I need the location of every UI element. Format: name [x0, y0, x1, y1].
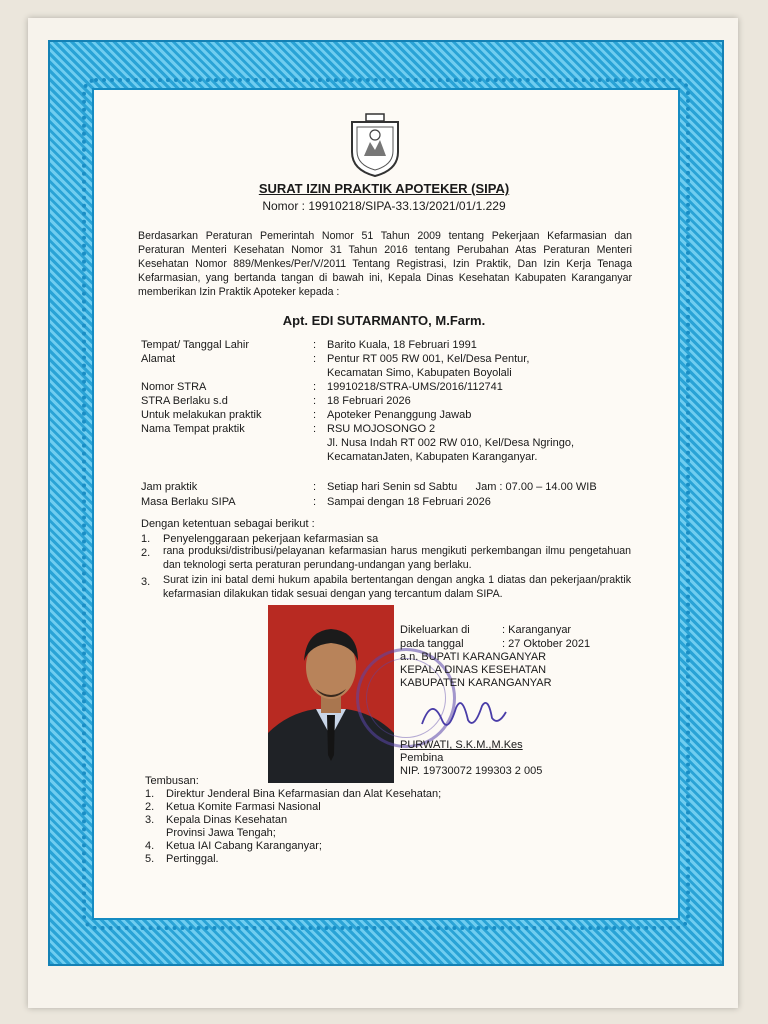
field-colon: : — [313, 353, 317, 365]
field-value-address: Pentur RT 005 RW 001, Kel/Desa Pentur, — [327, 353, 530, 365]
field-label-stra-valid: STRA Berlaku s.d — [141, 395, 228, 407]
field-value-practice-place: RSU MOJOSONGO 2 — [327, 423, 436, 435]
cc-item: Ketua IAI Cabang Karanganyar; — [166, 840, 322, 852]
document-title: SURAT IZIN PRAKTIK APOTEKER (SIPA) — [258, 181, 510, 196]
condition-number: 2. — [141, 547, 151, 559]
field-value-stra-number: 19910218/STRA-UMS/2016/112741 — [327, 381, 503, 393]
condition-text: rana produksi/distribusi/pelayanan kefarmasian harus mengikuti perkembangan ilmu pengetahuan dan teknologi serta peraturan perundang-undangan yang berlaku. — [163, 545, 631, 571]
signer-rank: Pembina — [400, 752, 444, 764]
field-label-stra-number: Nomor STRA — [141, 381, 207, 393]
signer-nip: NIP. 19730072 199303 2 005 — [400, 765, 543, 777]
field-label-address: Alamat — [141, 353, 176, 365]
intro-paragraph: Berdasarkan Peraturan Pemerintah Nomor 51 Tahun 2009 tentang Pekerjaan Kefarmasian dan Peraturan Menteri Kesehatan Nomor 31 Tahun 2016 tentang Perubahan Atas Peraturan Menteri Kesehatan Nomor 889/Menkes/Per/V/2011 Tentang Registrasi, Izin Praktik, Dan Izin Kerja Tenaga Kefarmasian, yang bertanda tangan di bawah ini, Kepala Dinas Kesehatan Kabupaten Karanganyar memberikan Izin Praktik Apoteker kepada : — [138, 230, 632, 298]
cc-heading: Tembusan: — [145, 775, 199, 787]
field-colon: : — [313, 339, 317, 351]
signatory-line-1: a.n. BUPATI KARANGANYAR — [400, 651, 547, 663]
field-colon: : — [313, 481, 317, 493]
cc-item: Pertinggal. — [166, 853, 219, 865]
field-colon: : — [313, 381, 317, 393]
cc-number: 5. — [145, 853, 155, 865]
regency-crest-icon — [346, 112, 404, 178]
cc-number: 2. — [145, 801, 155, 813]
field-value-practice-place-line3: KecamatanJaten, Kabupaten Karanganyar. — [327, 451, 538, 463]
issued-at-value: : Karanganyar — [502, 624, 572, 636]
field-value-validity: Sampai dengan 18 Februari 2026 — [327, 496, 491, 508]
field-label-birth: Tempat/ Tanggal Lahir — [141, 339, 250, 351]
condition-text: Penyelenggaraan pekerjaan kefarmasian sa — [163, 533, 379, 545]
signatory-line-3: KABUPATEN KARANGANYAR — [400, 677, 552, 689]
cc-number: 3. — [145, 814, 155, 826]
issued-at-label: Dikeluarkan di — [400, 624, 470, 636]
signatory-line-2: KEPALA DINAS KESEHATAN — [400, 664, 547, 676]
field-colon: : — [313, 496, 317, 508]
cc-item: Ketua Komite Farmasi Nasional — [166, 801, 321, 813]
cc-item-line2: Provinsi Jawa Tengah; — [166, 827, 276, 839]
holder-name: Apt. EDI SUTARMANTO, M.Farm. — [282, 313, 486, 328]
cc-number: 4. — [145, 840, 155, 852]
field-label-validity: Masa Berlaku SIPA — [141, 496, 236, 508]
field-label-practice-place: Nama Tempat praktik — [141, 423, 245, 435]
cc-number: 1. — [145, 788, 155, 800]
cc-item: Direktur Jenderal Bina Kefarmasian dan Alat Kesehatan; — [166, 788, 442, 800]
field-label-hours: Jam praktik — [141, 481, 198, 493]
condition-number: 3. — [141, 576, 151, 588]
handwritten-signature — [418, 690, 508, 736]
condition-text: Surat izin ini batal demi hukum apabila bertentangan dengan angka 1 diatas dan pekerjaan/praktik kefarmasian dilakukan tidak sesuai dengan yang tercantum dalam SIPA. — [163, 574, 631, 600]
signer-name: PURWATI, S.K.M.,M.Kes — [400, 739, 523, 751]
issue-date-value: : 27 Oktober 2021 — [502, 638, 591, 650]
field-value-practice-role: Apoteker Penanggung Jawab — [327, 409, 472, 421]
field-colon: : — [313, 409, 317, 421]
field-colon: : — [313, 395, 317, 407]
issue-date-label: pada tanggal — [400, 638, 464, 650]
condition-number: 1. — [141, 533, 151, 545]
document-number: Nomor : 19910218/SIPA-33.13/2021/01/1.229 — [262, 199, 506, 213]
field-label-practice-role: Untuk melakukan praktik — [141, 409, 262, 421]
field-value-stra-valid: 18 Februari 2026 — [327, 395, 411, 407]
field-value-address-line2: Kecamatan Simo, Kabupaten Boyolali — [327, 367, 512, 379]
field-value-hours: Setiap hari Senin sd Sabtu Jam : 07.00 – 14.00 WIB — [327, 481, 597, 493]
field-colon: : — [313, 423, 317, 435]
cc-item: Kepala Dinas Kesehatan — [166, 814, 288, 826]
conditions-heading: Dengan ketentuan sebagai berikut : — [141, 518, 315, 530]
field-value-birth: Barito Kuala, 18 Februari 1991 — [327, 339, 477, 351]
field-value-practice-place-line2: Jl. Nusa Indah RT 002 RW 010, Kel/Desa Ngringo, — [327, 437, 575, 449]
